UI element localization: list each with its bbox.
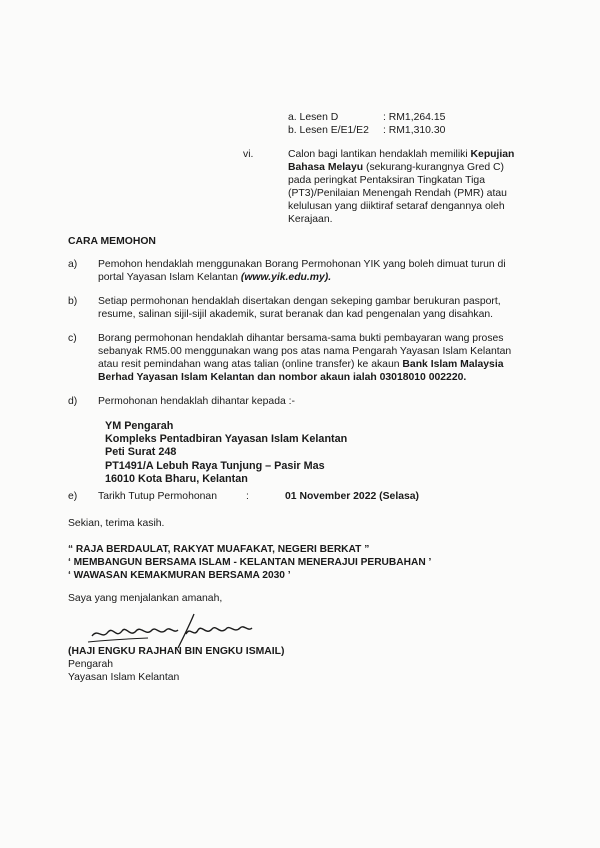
signatory-block	[68, 645, 284, 684]
item-c-line-3	[98, 358, 511, 371]
item-c-line-3-text: atau resit pemindahan wang atas talian (online transfer) ke akaun	[98, 359, 403, 370]
item-d-text: Permohonan hendaklah dihantar kepada :-	[98, 396, 295, 407]
item-vi-marker: vi.	[243, 149, 254, 160]
item-a-line-1: Pemohon hendaklah menggunakan Borang Permohonan YIK yang boleh dimuat turun di	[98, 259, 506, 270]
rate-row-a	[288, 111, 338, 124]
item-c-line-1: Borang permohonan hendaklah dihantar bersama-sama bukti pembayaran wang proses	[98, 333, 504, 344]
mottos-block	[68, 543, 431, 582]
item-vi-line-2	[288, 161, 532, 174]
item-c-marker: c)	[68, 333, 77, 344]
item-vi-line-5: kelulusan yang diiktiraf setaraf dengannya oleh	[288, 201, 505, 212]
item-e-label: Tarikh Tutup Permohonan	[98, 491, 217, 502]
motto-line-3: ‘ WAWASAN KEMAKMURAN BERSAMA 2030 ’	[68, 570, 291, 581]
item-a-marker: a)	[68, 259, 78, 270]
item-a-text	[98, 258, 506, 284]
signatory-name: (HAJI ENGKU RAJHAN BIN ENGKU ISMAIL)	[68, 646, 285, 657]
address-line-5: 16010 Kota Bharu, Kelantan	[105, 472, 248, 485]
address-line-2: Kompleks Pentadbiran Yayasan Islam Kelantan	[105, 433, 348, 446]
item-e-colon: :	[246, 491, 249, 502]
motto-line-2: ‘ MEMBANGUN BERSAMA ISLAM - KELANTAN MENERAJUI PERUBAHAN ’	[68, 557, 432, 568]
item-a-line-2	[98, 271, 506, 284]
closing-date: 01 November 2022 (Selasa)	[285, 491, 420, 502]
rate-row-b	[288, 124, 369, 137]
rate-value-b: : RM1,310.30	[383, 125, 446, 136]
item-vi-line-6: Kerajaan.	[288, 214, 333, 225]
item-a-line-2-text: portal Yayasan Islam Kelantan	[98, 272, 241, 283]
item-e-marker: e)	[68, 491, 78, 502]
motto-line-1: “ RAJA BERDAULAT, RAKYAT MUAFAKAT, NEGERI BERKAT ”	[68, 544, 370, 555]
section-title: CARA MEMOHON	[68, 236, 156, 247]
item-c-line-4: Berhad Yayasan Islam Kelantan dan nombor akaun ialah 03018010 002220.	[98, 372, 467, 383]
address-line-3: Peti Surat 248	[105, 446, 177, 459]
rate-label-a: a. Lesen D	[288, 112, 339, 123]
item-vi-line-1	[288, 148, 532, 161]
item-vi-line-2-text: (sekurang-kurangnya Gred C)	[363, 162, 505, 173]
item-vi-line-3: pada peringkat Pentaksiran Tingkatan Tiga	[288, 175, 485, 186]
address-block	[105, 420, 347, 486]
item-b-marker: b)	[68, 296, 78, 307]
rate-value-a: : RM1,264.15	[383, 112, 446, 123]
address-line-1: YM Pengarah	[105, 420, 174, 432]
item-vi-line-1-text: Calon bagi lantikan hendaklah memiliki	[288, 149, 471, 160]
item-d-marker: d)	[68, 396, 78, 407]
signatory-title: Pengarah	[68, 659, 114, 670]
item-c-text	[98, 332, 511, 384]
yik-url-link[interactable]: (www.yik.edu.my).	[240, 272, 332, 283]
item-vi-line-2-bold: Bahasa Melayu	[288, 162, 364, 173]
item-b-text	[98, 295, 501, 321]
item-vi-line-4: (PT3)/Penilaian Menengah Rendah (PMR) atau	[288, 188, 507, 199]
rate-label-b: b. Lesen E/E1/E2	[288, 125, 369, 136]
item-c-line-3-bold: Bank Islam Malaysia	[402, 359, 504, 370]
item-vi-line-1-bold: Kepujian	[470, 149, 515, 160]
item-b-line-1: Setiap permohonan hendaklah disertakan dengan sekeping gambar berukuran pasport,	[98, 296, 501, 307]
sign-off-text: Saya yang menjalankan amanah,	[68, 593, 223, 604]
item-b-line-2: resume, salinan sijil-sijil akademik, surat beranak dan kad pengenalan yang disahkan.	[98, 309, 494, 320]
item-c-line-2: sebanyak RM5.00 menggunakan wang pos atas nama Pengarah Yayasan Islam Kelantan	[98, 346, 512, 357]
item-vi-text	[288, 148, 532, 226]
address-line-4: PT1491/A Lebuh Raya Tunjung – Pasir Mas	[105, 459, 325, 472]
closing-text: Sekian, terima kasih.	[68, 518, 165, 529]
signatory-org: Yayasan Islam Kelantan	[68, 672, 180, 683]
